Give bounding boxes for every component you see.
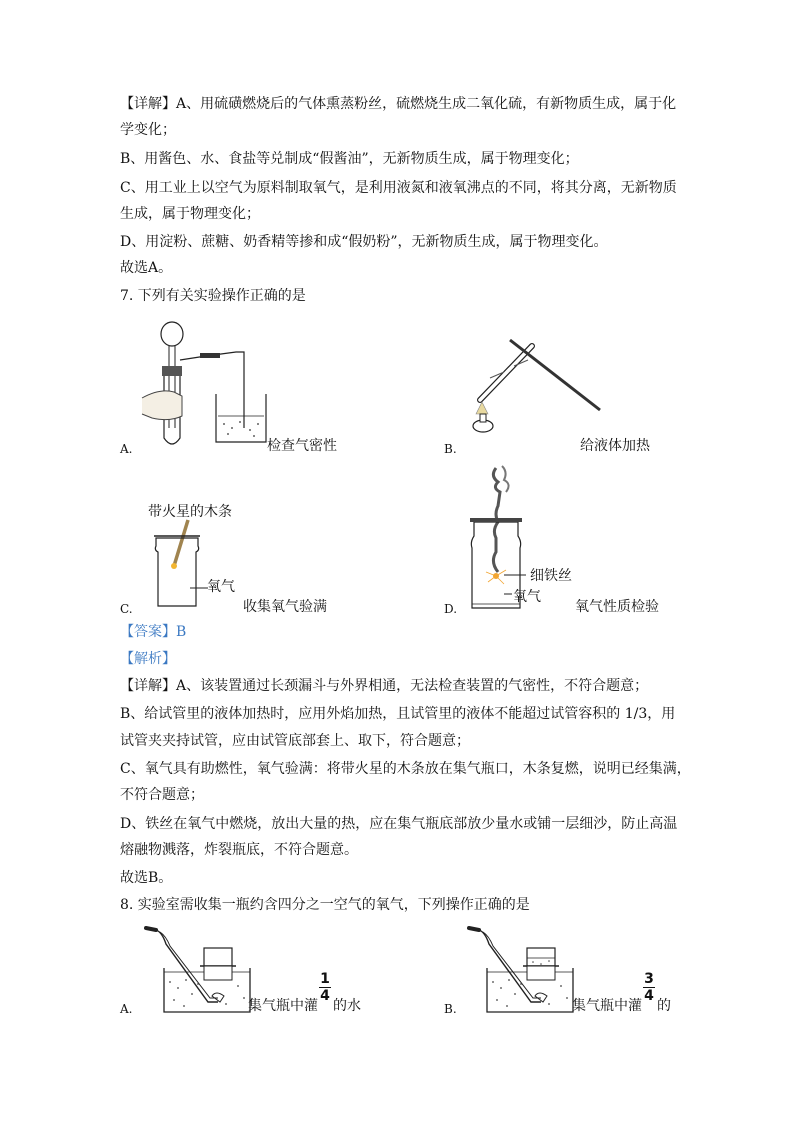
q7-analysis-line-5: 不符合题意；: [120, 787, 204, 803]
q7-option-c-letter: C.: [120, 602, 133, 616]
q7-option-d-label-gas: 氧气: [513, 589, 541, 605]
q6-explain-line-4: C、用工业上以空气为原料制取氧气，是利用液氮和液氧沸点的不同，将其分离，无新物质: [120, 180, 677, 196]
q8-option-a-frac-den: 4: [320, 988, 330, 1004]
q8-figure-b: [463, 922, 578, 1017]
q8-option-b-fraction: [643, 972, 655, 1003]
q7-option-c-label-gas: 氧气: [207, 579, 235, 595]
q8-option-b-caption-post: 的: [657, 998, 671, 1014]
q8-option-a-caption-post: 的水: [333, 998, 361, 1014]
q7-figure-c-pointer: [190, 580, 210, 590]
q8-option-b-caption-pre: 集气瓶中灌: [572, 998, 642, 1014]
q7-option-b-caption: 给液体加热: [580, 438, 650, 454]
q6-explain-line-7: 故选A。: [120, 260, 173, 276]
q7-option-d-letter: D.: [444, 602, 458, 616]
q7-analysis-line-6: D、铁丝在氧气中燃烧，放出大量的热，应在集气瓶底部放少量水或铺一层细沙，防止高温: [120, 816, 678, 832]
q7-analysis-line-2: B、给试管里的液体加热时，应用外焰加热，且试管里的液体不能超过试管容积的 1/3，用: [120, 706, 676, 722]
q6-explain-line-3: B、用酱色、水、食盐等兑制成“假酱油”，无新物质生成，属于物理变化；: [120, 151, 579, 167]
q7-figure-a: [140, 318, 280, 453]
q7-option-d-caption: 氧气性质检验: [575, 599, 659, 615]
q7-answer: [120, 623, 186, 641]
q8-option-a-letter: A.: [120, 1002, 133, 1016]
q8-option-a-fraction: [319, 972, 331, 1003]
q6-explain-line-6: D、用淀粉、蔗糖、奶香精等掺和成“假奶粉”，无新物质生成，属于物理变化。: [120, 234, 608, 250]
q7-option-c-label-top: 带火星的木条: [148, 504, 232, 520]
q8-option-b-frac-num: 3: [644, 971, 654, 987]
q8-option-a-frac-num: 1: [320, 971, 330, 987]
q8-option-a-caption-pre: 集气瓶中灌: [248, 998, 318, 1014]
q7-option-b-letter: B.: [444, 442, 457, 456]
q7-option-a-caption: 检查气密性: [267, 438, 337, 454]
q7-analysis-line-7: 熔融物溅落，炸裂瓶底，不符合题意。: [120, 842, 358, 858]
q7-analysis-line-4: C、氧气具有助燃性，氧气验满：将带火星的木条放在集气瓶口，木条复燃，说明已经集满，: [120, 761, 691, 777]
q6-explain-line-2: 学变化；: [120, 122, 176, 138]
q8-option-b-letter: B.: [444, 1002, 457, 1016]
q6-explain-line-5: 生成，属于物理变化；: [120, 206, 260, 222]
q7-option-c-caption: 收集氧气验满: [243, 599, 327, 615]
q7-analysis-line-8: 故选B。: [120, 870, 173, 886]
q7-figure-b: [470, 330, 610, 440]
q7-option-a-letter: A.: [120, 442, 133, 456]
q6-explain-line-1: 【详解】A、用硫磺燃烧后的气体熏蒸粉丝，硫燃烧生成二氧化硫，有新物质生成，属于化: [120, 96, 677, 112]
q7-analysis-line-1: 【详解】A、该装置通过长颈漏斗与外界相通，无法检查装置的气密性，不符合题意；: [120, 678, 649, 694]
q8-stem: 8. 实验室需收集一瓶约含四分之一空气的氧气，下列操作正确的是: [120, 897, 530, 913]
q8-figure-a: [140, 922, 255, 1017]
q7-option-d-label-wire: 细铁丝: [530, 568, 572, 584]
q7-stem: 7. 下列有关实验操作正确的是: [120, 288, 306, 304]
q7-analysis-title: 【解析】: [120, 651, 176, 667]
q7-figure-c: [150, 520, 210, 610]
q8-option-b-frac-den: 4: [644, 988, 654, 1004]
q7-answer-text: 【答案】B: [120, 624, 187, 640]
q7-analysis-line-3: 试管夹夹持试管，应由试管底部套上、取下，符合题意；: [120, 733, 470, 749]
